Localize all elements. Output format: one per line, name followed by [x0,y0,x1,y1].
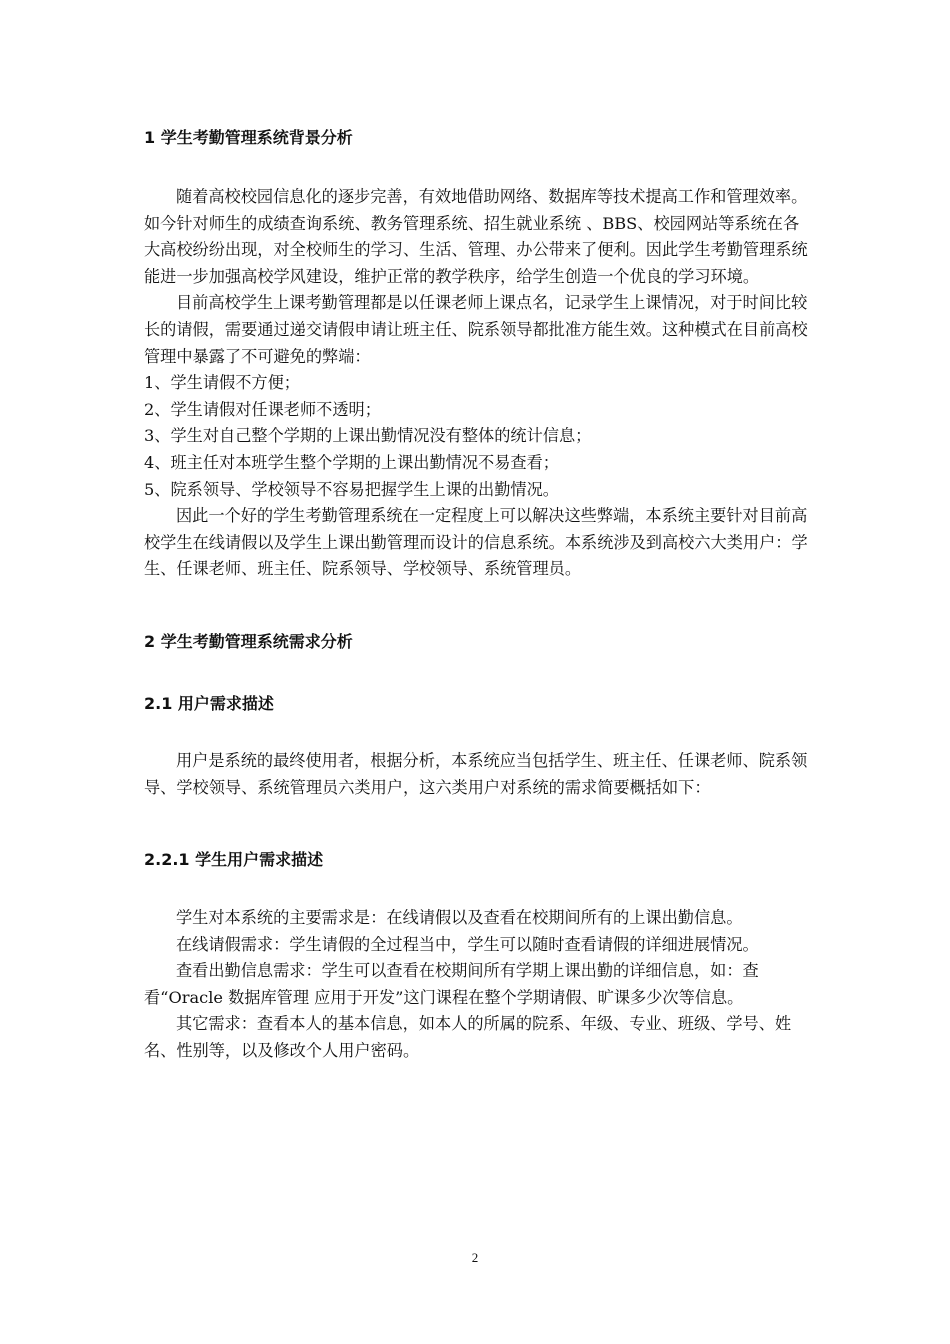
list-item: 4、班主任对本班学生整个学期的上课出勤情况不易查看； [144,452,559,472]
section-heading-2-1: 2.1 用户需求描述 [144,694,274,713]
paragraph: 学生对本系统的主要需求是：在线请假以及查看在校期间所有的上课出勤信息。 [176,908,743,927]
section-heading-1: 1 学生考勤管理系统背景分析 [144,128,353,147]
paragraph: 其它需求：查看本人的基本信息，如本人的所属的院系、年级、专业、班级、学号、姓名、性别等，以及修改个人用户密码。 [144,1014,792,1060]
page-number: 2 [471,1250,479,1265]
list-item: 1、学生请假不方便； [144,373,300,393]
paragraph: 目前高校学生上课考勤管理都是以任课老师上课点名，记录学生上课情况，对于时间比较长的请假，需要通过递交请假申请让班主任、院系领导都批准方能生效。这种模式在目前高校管理中暴露了不可避免的弊端： [144,293,808,366]
paragraph: 用户是系统的最终使用者，根据分析，本系统应当包括学生、班主任、任课老师、院系领导、学校领导、系统管理员六类用户，这六类用户对系统的需求简要概括如下： [144,751,808,797]
list-item: 3、学生对自己整个学期的上课出勤情况没有整体的统计信息； [144,426,592,446]
paragraph: 随着高校校园信息化的逐步完善，有效地借助网络、数据库等技术提高工作和管理效率。如今针对师生的成绩查询系统、教务管理系统、招生就业系统 、BBS、校园网站等系统在各大高校纷纷出现，对全校师生的学习、生活、管理、办公带来了便利。因此学生考勤管理系统能进一步加强高校学风建设，维护正常的教学秩序，给学生创造一个优良的学习环境。 [144,187,808,286]
list-item: 2、学生请假对任课老师不透明； [144,399,381,419]
section-2-1-body [144,748,808,801]
section-2-2-1-body [144,905,808,1065]
section-1-body [144,184,808,583]
paragraph: 在线请假需求：学生请假的全过程当中，学生可以随时查看请假的详细进展情况。 [176,934,759,954]
paragraph: 因此一个好的学生考勤管理系统在一定程度上可以解决这些弊端，本系统主要针对目前高校学生在线请假以及学生上课出勤管理而设计的信息系统。本系统涉及到高校六大类用户：学生、任课老师、班主任、院系领导、学校领导、系统管理员。 [144,506,808,579]
paragraph: 查看出勤信息需求：学生可以查看在校期间所有学期上课出勤的详细信息，如：查看“Oracle 数据库管理 应用于开发”这门课程在整个学期请假、旷课多少次等信息。 [144,961,759,1007]
section-heading-2: 2 学生考勤管理系统需求分析 [144,632,353,651]
document-page [144,0,808,1344]
list-item: 5、院系领导、学校领导不容易把握学生上课的出勤情况。 [144,479,559,499]
section-heading-2-2-1: 2.2.1 学生用户需求描述 [144,850,324,869]
